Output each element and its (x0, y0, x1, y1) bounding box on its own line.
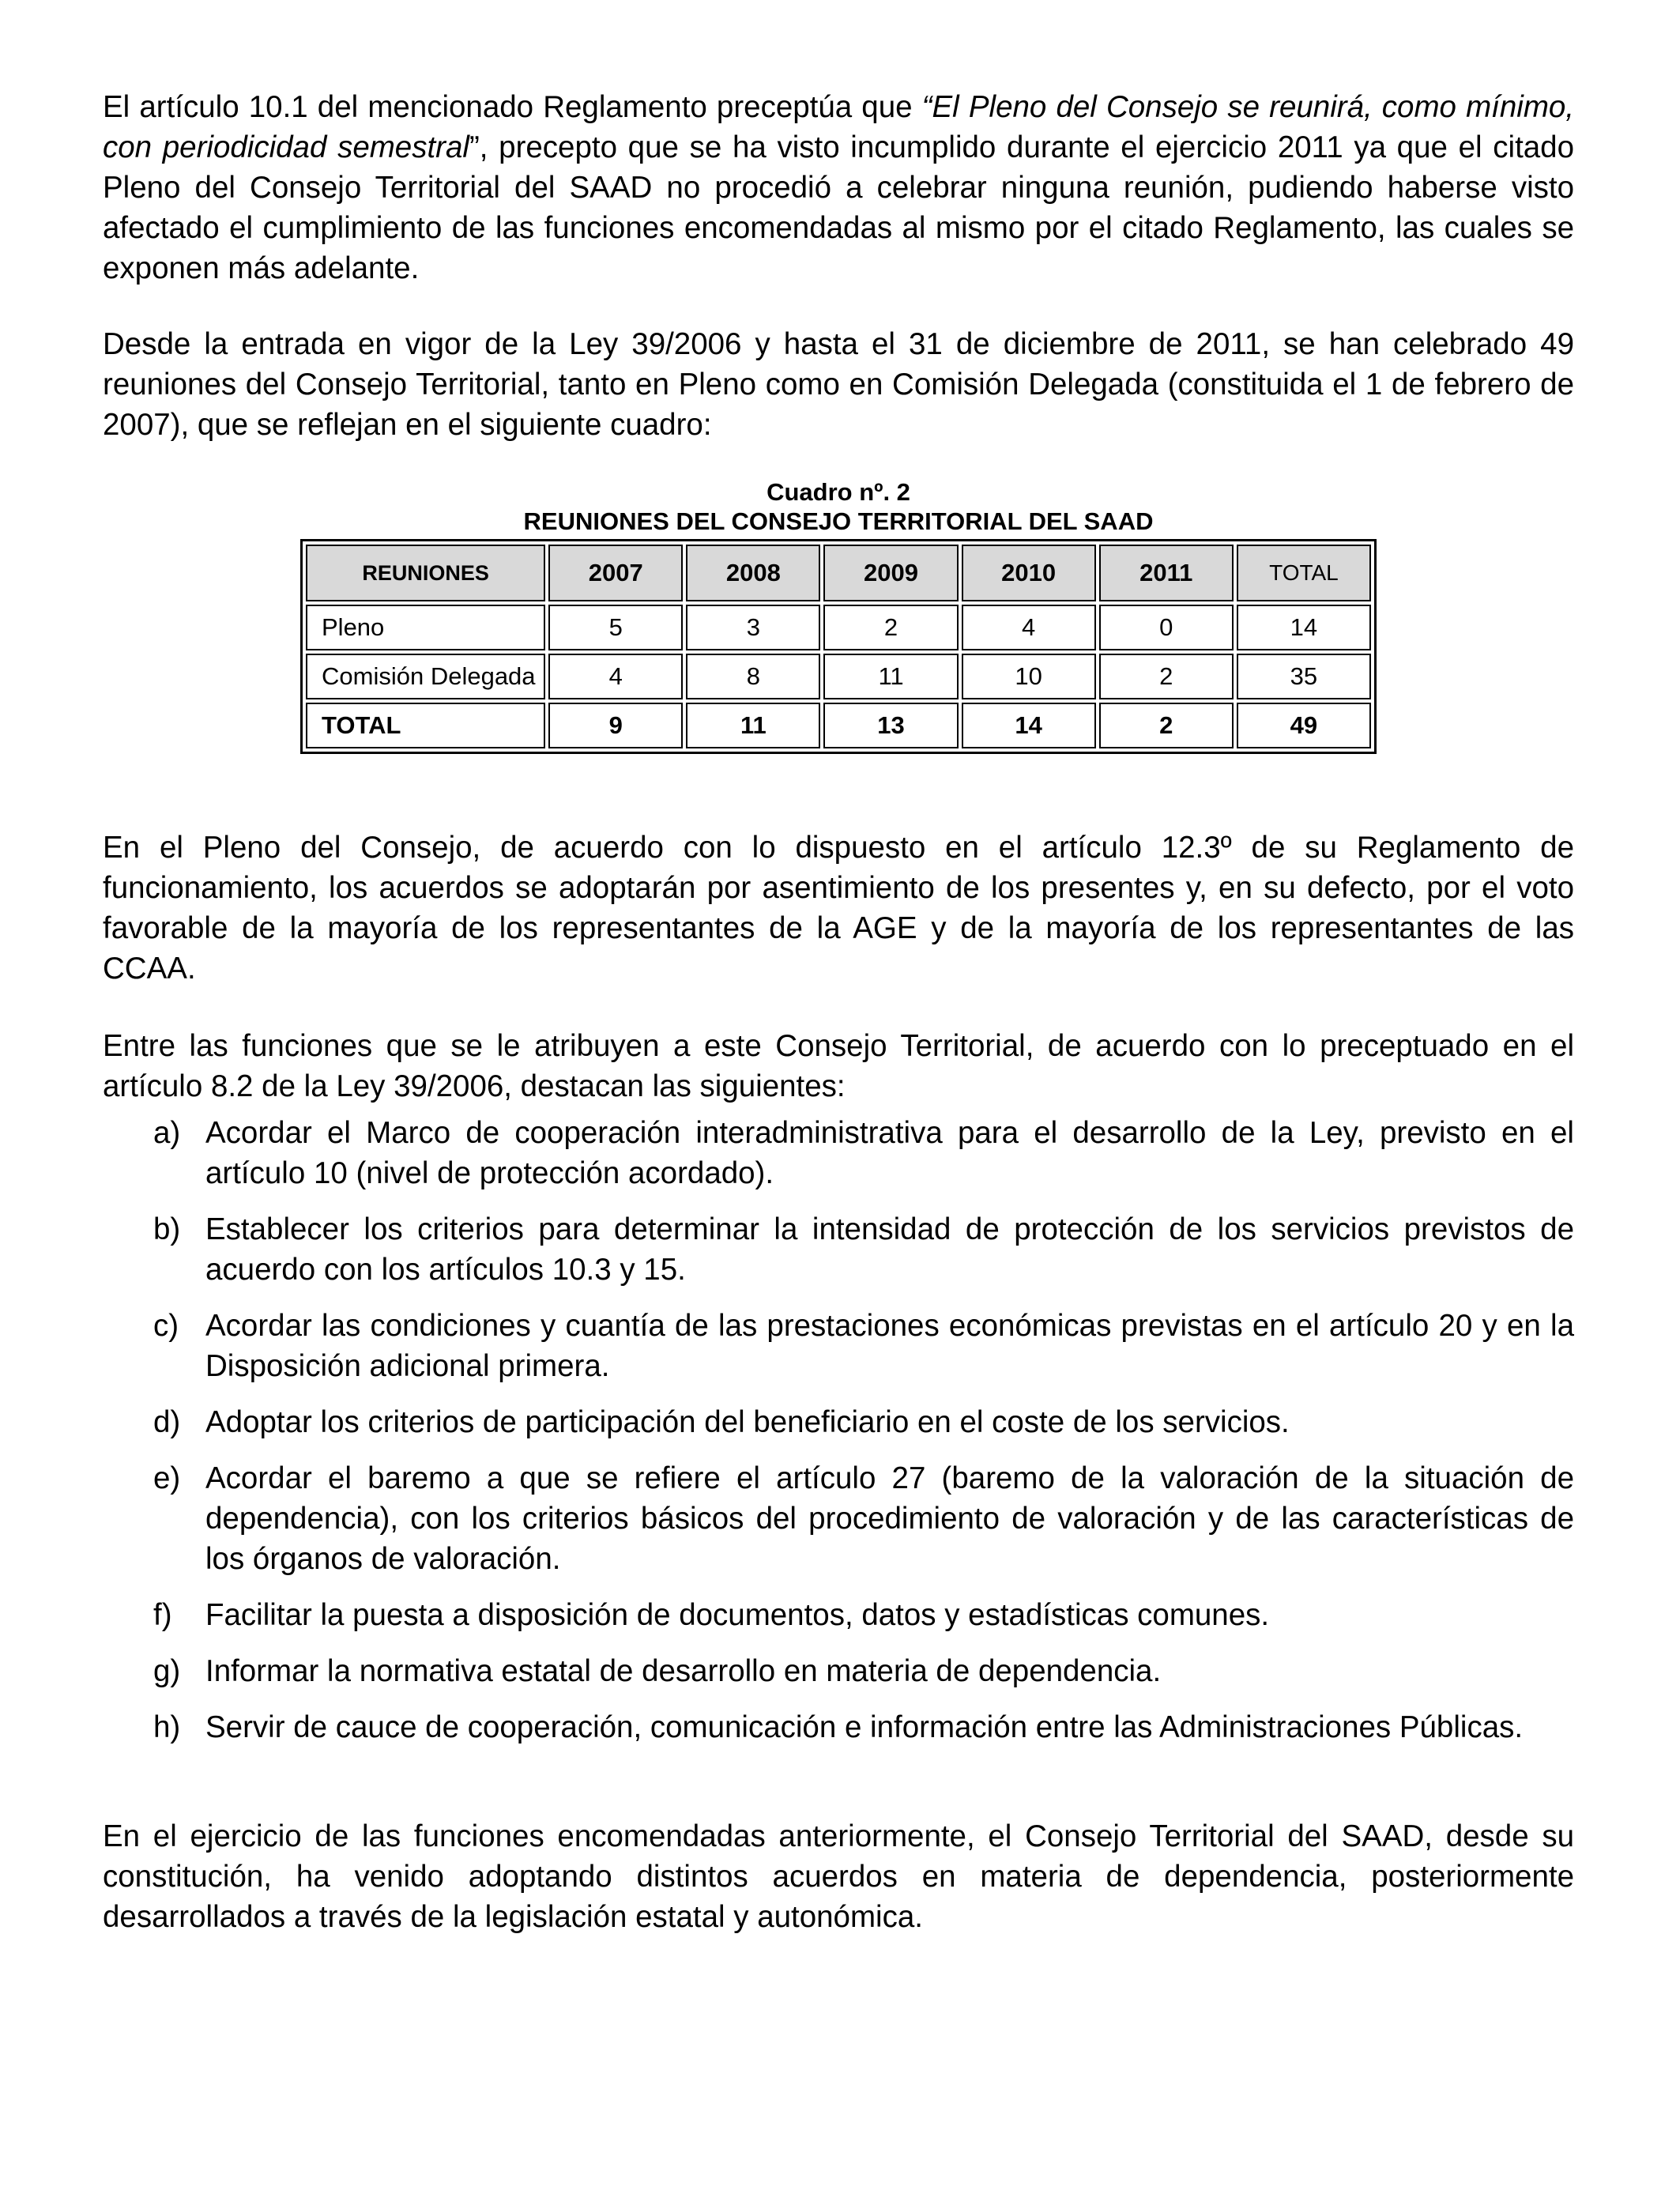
table-row-total (306, 703, 1371, 748)
list-marker: a) (153, 1116, 181, 1150)
list-item (103, 1651, 1574, 1691)
list-marker: e) (153, 1461, 181, 1495)
table-cell: 4 (962, 605, 1096, 650)
list-item (103, 1306, 1574, 1386)
list-item-text: Informar la normativa estatal de desarrollo en materia de dependencia. (205, 1654, 1162, 1688)
paragraph-5: En el ejercicio de las funciones encomendadas anteriormente, el Consejo Territorial del SAAD, desde su constitución, ha venido adoptando distintos acuerdos en materia de dependencia, posteriormente desarrollados a través de la legislación estatal y autonómica. (103, 1819, 1574, 1934)
table-cell: 10 (962, 654, 1096, 699)
list-item (103, 1707, 1574, 1747)
list-marker: h) (153, 1710, 181, 1744)
list-marker: f) (153, 1598, 172, 1632)
paragraph-4: Entre las funciones que se le atribuyen a este Consejo Territorial, de acuerdo con lo preceptuado en el artículo 8.2 de la Ley 39/2006, destacan las siguientes: (103, 1029, 1574, 1103)
list-marker: d) (153, 1405, 181, 1439)
table-cell: 3 (686, 605, 820, 650)
list-item (103, 1595, 1574, 1635)
list-item-text: Facilitar la puesta a disposición de documentos, datos y estadísticas comunes. (205, 1598, 1270, 1632)
paragraph-1-text-b: ”, precepto que se ha visto incumplido durante el ejercicio 2011 ya que el citado Pleno del Consejo Territorial del SAAD no procedió a celebrar ninguna reunión, pudiendo haberse visto afectado el cumplimiento de las funciones encomendadas al mismo por el citado Reglamento, las cuales se exponen más adelante. (103, 130, 1574, 285)
paragraph-1 (103, 87, 1574, 288)
table-cell: 2 (823, 605, 958, 650)
table-cell: 11 (686, 703, 820, 748)
list-item (103, 1113, 1574, 1193)
paragraph-1-text-a: El artículo 10.1 del mencionado Reglamento preceptúa que (103, 90, 922, 124)
paragraph-2: Desde la entrada en vigor de la Ley 39/2006 y hasta el 31 de diciembre de 2011, se han celebrado 49 reuniones del Consejo Territorial, tanto en Pleno como en Comisión Delegada (constituida el 1 de febrero de 2007), que se reflejan en el siguiente cuadro: (103, 327, 1574, 442)
table-header-row (306, 545, 1371, 601)
table-caption-number: Cuadro nº. 2 (767, 478, 910, 506)
header-2008: 2008 (686, 545, 820, 601)
header-2011: 2011 (1099, 545, 1234, 601)
table-cell: 11 (823, 654, 958, 699)
functions-list (103, 1113, 1574, 1763)
table-cell: Pleno (306, 605, 545, 650)
list-item-text: Establecer los criterios para determinar la intensidad de protección de los servicios previstos de acuerdo con los artículos 10.3 y 15. (205, 1212, 1574, 1287)
table-cell: 14 (962, 703, 1096, 748)
table-cell: 5 (548, 605, 683, 650)
table-cell: 4 (548, 654, 683, 699)
table-cell: 9 (548, 703, 683, 748)
list-item-text: Adoptar los criterios de participación del beneficiario en el coste de los servicios. (205, 1405, 1290, 1439)
list-item-text: Acordar el Marco de cooperación interadministrativa para el desarrollo de la Ley, previsto en el artículo 10 (nivel de protección acordado). (205, 1116, 1574, 1190)
table-caption-title: REUNIONES DEL CONSEJO TERRITORIAL DEL SAAD (523, 507, 1154, 535)
list-item-text: Acordar el baremo a que se refiere el artículo 27 (baremo de la valoración de la situación de dependencia), con los criterios básicos del procedimiento de valoración y de las características de los órganos de valoración. (205, 1461, 1574, 1576)
table-cell: 2 (1099, 654, 1234, 699)
paragraph-3: En el Pleno del Consejo, de acuerdo con lo dispuesto en el artículo 12.3º de su Reglamento de funcionamiento, los acuerdos se adoptarán por asentimiento de los presentes y, en su defecto, por el voto favorable de la mayoría de los representantes de la AGE y de la mayoría de los representantes de las CCAA. (103, 831, 1574, 986)
table-row-comision (306, 654, 1371, 699)
table-cell: 35 (1237, 654, 1371, 699)
table-row-pleno (306, 605, 1371, 650)
table-cell: 14 (1237, 605, 1371, 650)
list-item-text: Acordar las condiciones y cuantía de las prestaciones económicas previstas en el artículo 20 y en la Disposición adicional primera. (205, 1309, 1574, 1383)
list-marker: c) (153, 1309, 179, 1343)
header-2010: 2010 (962, 545, 1096, 601)
header-2007: 2007 (548, 545, 683, 601)
list-marker: b) (153, 1212, 181, 1246)
header-2009: 2009 (823, 545, 958, 601)
table-cell: Comisión Delegada (306, 654, 545, 699)
header-reuniones: REUNIONES (306, 545, 545, 601)
list-marker: g) (153, 1654, 181, 1688)
list-item (103, 1209, 1574, 1290)
table-caption (103, 477, 1574, 536)
table-wrapper (300, 539, 1377, 754)
table-cell: 49 (1237, 703, 1371, 748)
paragraph-1-quote: “El Pleno del Consejo se reunirá, como mínimo, con periodicidad semestral (103, 90, 1574, 164)
header-total: TOTAL (1237, 545, 1371, 601)
meetings-table (300, 539, 1377, 754)
table-cell: 2 (1099, 703, 1234, 748)
list-item (103, 1402, 1574, 1442)
table-cell: 8 (686, 654, 820, 699)
table-cell: 13 (823, 703, 958, 748)
table-cell: 0 (1099, 605, 1234, 650)
list-item-text: Servir de cauce de cooperación, comunicación e información entre las Administraciones Públicas. (205, 1710, 1524, 1744)
list-item (103, 1458, 1574, 1579)
table-cell: TOTAL (306, 703, 545, 748)
